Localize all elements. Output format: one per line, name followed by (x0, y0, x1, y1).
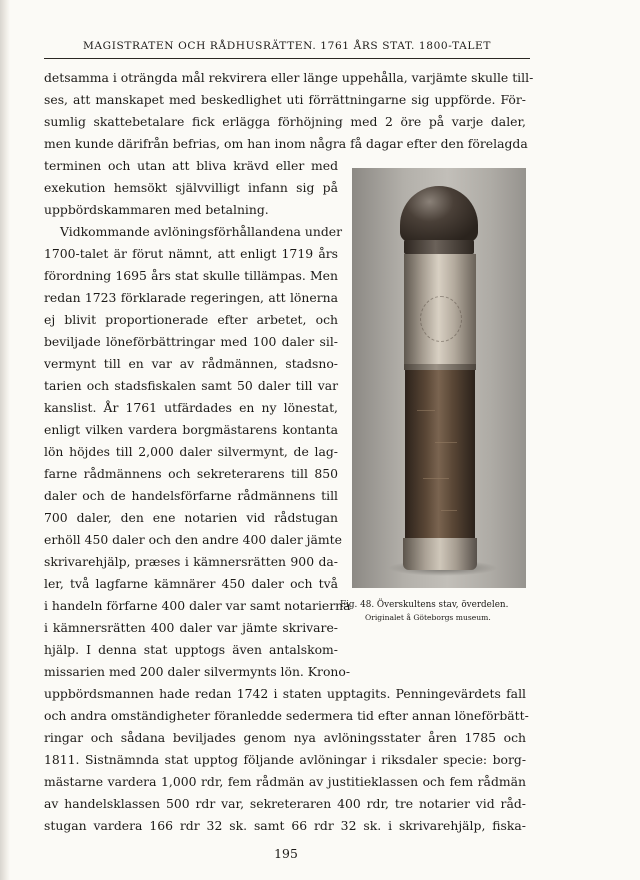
body-line: Vidkommande avlöningsförhållandena under (60, 224, 343, 239)
body-line: i kämnersrätten 400 daler var jämte skrivare- (44, 620, 338, 635)
body-line: ses, att manskapet med beskedlighet uti förrättningarne sig uppförde. För- (44, 92, 526, 107)
body-line: daler och de handelsförfarne rådmännens till (44, 488, 338, 503)
shaft-marking (441, 510, 457, 511)
body-line: enligt vilken vardera borgmästarens kontanta (44, 422, 338, 437)
shaft-marking (417, 410, 435, 411)
body-line: 1700-talet är förut nämnt, att enligt 1719 års (44, 246, 338, 261)
body-line: uppbördskammaren med betalning. (44, 202, 269, 217)
body-line: 700 daler, den ene notarien vid rådstugan (44, 510, 338, 525)
body-line: tarien och stadsfiskalen samt 50 daler till var (44, 378, 338, 393)
body-line: ler, två lagfarne kämnärer 450 daler och två (44, 576, 338, 591)
page-number: 195 (274, 846, 298, 861)
body-line: detsamma i oträngda mål rekvirera eller länge uppehålla, varjämte skulle till- (44, 70, 534, 85)
body-line: lön höjdes till 2,000 daler silvermynt, de lag- (44, 444, 338, 459)
staff-wooden-shaft (405, 370, 475, 540)
body-line: 1811. Sistnämnda stat upptog följande avlöningar i riksdaler specie: borg- (44, 752, 526, 767)
body-line: uppbördsmannen hade redan 1742 i staten upptagits. Penningevärdets fall (44, 686, 526, 701)
body-line: men kunde därifrån befrias, om han inom några få dagar efter den förelagda (44, 136, 528, 151)
body-line: ej blivit proportionerade efter arbetet, och (44, 312, 338, 327)
body-line: missarien med 200 daler silvermynts lön. Krono- (44, 664, 351, 679)
running-head: MAGISTRATEN OCH RÅDHUSRÄTTEN. 1761 ÅRS STAT. 1800-TALET (82, 40, 492, 52)
figure-source: Originalet å Göteborgs museum. (365, 613, 491, 622)
body-line: redan 1723 förklarade regeringen, att lönerna (44, 290, 338, 305)
body-line: kanslist. År 1761 utfärdades en ny lönestat, (44, 400, 338, 415)
engraved-crest (420, 296, 462, 342)
staff-engraved-ferrule (404, 254, 476, 366)
figure-photo-staff (352, 168, 526, 588)
staff-metal-foot (403, 538, 477, 570)
header-rule (44, 58, 530, 59)
shaft-marking (423, 478, 449, 479)
body-line: stugan vardera 166 rdr 32 sk. samt 66 rdr 32 sk. i skrivarehjälp, fiska- (44, 818, 526, 833)
body-line: hjälp. I denna stat upptogs även antalskom- (44, 642, 338, 657)
body-line: ringar och sådana beviljades genom nya avlöningsstater åren 1785 och (44, 730, 526, 745)
body-line: vermynt till en var av rådmännen, stadsno- (44, 356, 338, 371)
shaft-marking (435, 442, 457, 443)
body-line: farne rådmännens och sekreterarens till 850 (44, 466, 338, 481)
staff-knob-band (404, 240, 474, 254)
figure-caption: Fig. 48. Överskultens stav, överdelen. (340, 600, 509, 610)
body-line: mästarne vardera 1,000 rdr, fem rådmän av justitieklassen och fem rådmän (44, 774, 526, 789)
body-line: terminen och utan att bliva krävd eller med (44, 158, 338, 173)
body-line: beviljade löneförbättringar med 100 daler sil- (44, 334, 338, 349)
body-line: i handeln förfarne 400 daler var samt notarierna (44, 598, 351, 613)
body-line: exekution hemsökt självvilligt infann sig på (44, 180, 338, 195)
page-edge-shadow (0, 0, 10, 880)
body-line: skrivarehjälp, præses i kämnersrätten 900 da- (44, 554, 338, 569)
body-line: förordning 1695 års stat skulle tillämpas. Men (44, 268, 338, 283)
body-line: av handelsklassen 500 rdr var, sekreteraren 400 rdr, tre notarier vid råd- (44, 796, 526, 811)
body-line: erhöll 450 daler och den andre 400 daler jämte (44, 532, 342, 547)
body-line: och andra omständigheter föranledde sedermera tid efter annan löneförbätt- (44, 708, 529, 723)
body-line: sumlig skattebetalare fick erlägga förhöjning med 2 öre på varje daler, (44, 114, 526, 129)
